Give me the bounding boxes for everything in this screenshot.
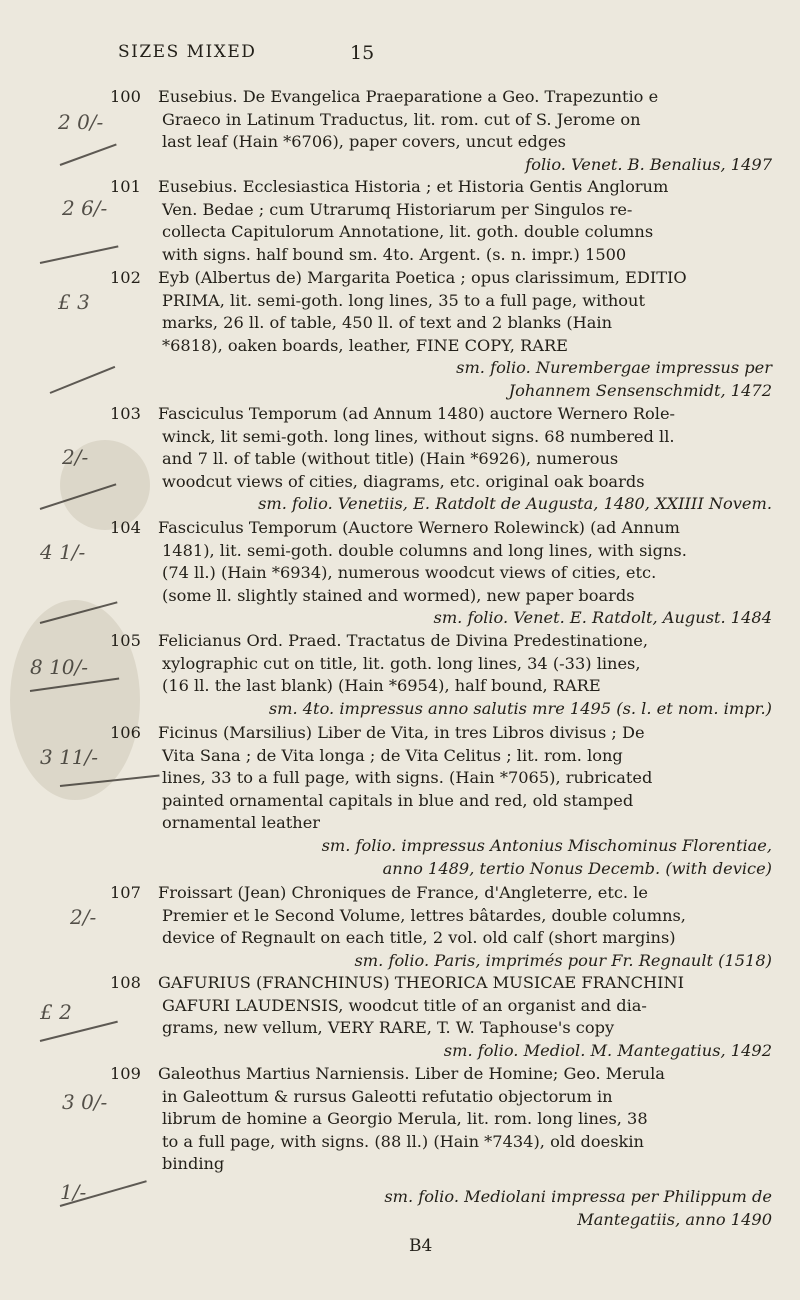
handwritten-price: 8 10/- — [30, 655, 89, 679]
entry-line: *6818), oaken boards, leather, FINE COPY, RARE — [162, 335, 568, 355]
signature-mark: B4 — [409, 1236, 433, 1256]
pen-stroke — [40, 245, 119, 264]
handwritten-price: 1/- — [60, 1180, 87, 1204]
catalogue-entry — [110, 630, 780, 720]
entry-line: Fasciculus Temporum (ad Annum 1480) auctore Wernero Role- — [158, 404, 675, 423]
handwritten-price: 2/- — [70, 905, 97, 929]
handwritten-price: 2/- — [62, 445, 89, 469]
handwritten-price: £ 3 — [58, 290, 90, 314]
entry-line: 1481), lit. semi-goth. double columns and long lines, with signs. — [162, 540, 687, 560]
handwritten-price: 4 1/- — [40, 540, 86, 564]
lot-number: 100 — [110, 87, 141, 106]
entry-line: (16 ll. the last blank) (Hain *6954), half bound, RARE — [162, 676, 601, 696]
catalogue-entry — [110, 267, 780, 403]
catalogue-entry — [110, 403, 780, 516]
handwritten-price: 3 0/- — [62, 1090, 108, 1114]
entry-imprint: sm. folio. Venetiis, E. Ratdolt de Augusta, 1480, XXIIII Novem. — [258, 494, 772, 514]
lot-number: 106 — [110, 723, 141, 742]
entry-line: marks, 26 ll. of table, 450 ll. of text and 2 blanks (Hain — [162, 313, 613, 333]
lot-number: 104 — [110, 518, 141, 537]
entry-imprint: anno 1489, tertio Nonus Decemb. (with device) — [382, 858, 772, 878]
entry-line: (74 ll.) (Hain *6934), numerous woodcut views of cities, etc. — [162, 563, 657, 583]
handwritten-price: 2 6/- — [62, 196, 108, 220]
section-title: SIZES MIXED — [118, 42, 257, 62]
lot-number: 103 — [110, 404, 141, 423]
entry-imprint: Johannem Sensenschmidt, 1472 — [508, 380, 772, 400]
page-header — [118, 42, 754, 66]
entry-line: xylographic cut on title, lit. goth. long lines, 34 (-33) lines, — [162, 653, 641, 673]
entry-line: painted ornamental capitals in blue and red, old stamped — [162, 790, 634, 810]
lot-number: 107 — [110, 883, 141, 902]
entry-line: PRIMA, lit. semi-goth. long lines, 35 to a full page, without — [162, 290, 645, 310]
entry-line: Fasciculus Temporum (Auctore Wernero Rolewinck) (ad Annum — [158, 518, 680, 537]
catalogue-entry — [110, 722, 780, 880]
entry-line: Graeco in Latinum Traductus, lit. rom. cut of S. Jerome on — [162, 109, 641, 129]
entry-line: GAFURIUS (FRANCHINUS) THEORICA MUSICAE FRANCHINI — [158, 973, 685, 992]
lot-number: 102 — [110, 268, 141, 287]
entry-imprint: sm. folio. Mediolani impressa per Philippum de — [384, 1186, 772, 1206]
entry-line: Vita Sana ; de Vita longa ; de Vita Celitus ; lit. rom. long — [162, 745, 623, 765]
catalogue-entry — [110, 86, 780, 176]
handwritten-price: 3 11/- — [40, 745, 99, 769]
lot-number: 105 — [110, 631, 141, 650]
entry-imprint: sm. 4to. impressus anno salutis mre 1495 (s. l. et nom. impr.) — [268, 698, 772, 718]
entry-line: ornamental leather — [162, 813, 321, 833]
catalogue-entry — [110, 1063, 780, 1231]
entry-imprint: sm. folio. Venet. E. Ratdolt, August. 1484 — [433, 608, 772, 628]
lot-number: 108 — [110, 973, 141, 992]
pen-stroke — [50, 366, 116, 394]
entry-imprint: folio. Venet. B. Benalius, 1497 — [525, 154, 772, 174]
entry-imprint: Mantegatiis, anno 1490 — [577, 1209, 772, 1229]
entry-line: lines, 33 to a full page, with signs. (Hain *7065), rubricated — [162, 768, 653, 788]
catalogue-entry — [110, 517, 780, 630]
entry-line: device of Regnault on each title, 2 vol. old calf (short margins) — [162, 928, 676, 948]
entry-line: Eusebius. De Evangelica Praeparatione a Geo. Trapezuntio e — [158, 87, 659, 106]
entry-line: librum de homine a Georgio Merula, lit. rom. long lines, 38 — [162, 1109, 648, 1129]
entry-imprint: sm. folio. Nurembergae impressus per — [456, 358, 772, 378]
entry-imprint: sm. folio. impressus Antonius Mischominus Florentiae, — [321, 835, 772, 855]
entry-line: Premier et le Second Volume, lettres bâtardes, double columns, — [162, 905, 686, 925]
entry-line: collecta Capitulorum Annotatione, lit. goth. double columns — [162, 222, 654, 242]
entry-line: and 7 ll. of table (without title) (Hain *6926), numerous — [162, 449, 619, 469]
entry-line: Ven. Bedae ; cum Utrarumq Historiarum per Singulos re- — [162, 199, 633, 219]
entry-line: Eusebius. Ecclesiastica Historia ; et Historia Gentis Anglorum — [158, 177, 669, 196]
entry-imprint: sm. folio. Mediol. M. Mantegatius, 1492 — [443, 1040, 772, 1060]
entry-line: Galeothus Martius Narniensis. Liber de Homine; Geo. Merula — [158, 1064, 665, 1083]
entry-line: to a full page, with signs. (88 ll.) (Hain *7434), old doeskin — [162, 1131, 644, 1151]
entry-line: binding — [162, 1154, 225, 1174]
entry-line: winck, lit semi-goth. long lines, without signs. 68 numbered ll. — [162, 426, 675, 446]
catalogue-entry — [110, 882, 780, 972]
entry-line: with signs. half bound sm. 4to. Argent. (s. n. impr.) 1500 — [162, 244, 627, 264]
entry-line: grams, new vellum, VERY RARE, T. W. Taphouse's copy — [162, 1018, 615, 1038]
handwritten-price: £ 2 — [40, 1000, 72, 1024]
entry-line: Ficinus (Marsilius) Liber de Vita, in tres Libros divisus ; De — [158, 723, 645, 742]
pen-stroke — [60, 144, 117, 166]
entry-line: last leaf (Hain *6706), paper covers, uncut edges — [162, 132, 566, 152]
entry-line: GAFURI LAUDENSIS, woodcut title of an organist and dia- — [162, 995, 647, 1015]
entry-line: Eyb (Albertus de) Margarita Poetica ; opus clarissimum, EDITIO — [158, 268, 687, 287]
entry-line: in Galeottum & rursus Galeotti refutatio objectorum in — [162, 1086, 613, 1106]
entry-line: (some ll. slightly stained and wormed), new paper boards — [162, 585, 635, 605]
entry-imprint: sm. folio. Paris, imprimés pour Fr. Regnault (1518) — [354, 950, 772, 970]
lot-number: 109 — [110, 1064, 141, 1083]
entry-line: Froissart (Jean) Chroniques de France, d'Angleterre, etc. le — [158, 883, 648, 902]
entry-line: Felicianus Ord. Praed. Tractatus de Divina Predestinatione, — [158, 631, 649, 650]
catalogue-entry — [110, 176, 780, 266]
entry-line: woodcut views of cities, diagrams, etc. original oak boards — [162, 471, 645, 491]
lot-number: 101 — [110, 177, 141, 196]
page-number: 15 — [350, 42, 375, 64]
catalogue-entry — [110, 972, 780, 1062]
handwritten-price: 2 0/- — [58, 110, 104, 134]
